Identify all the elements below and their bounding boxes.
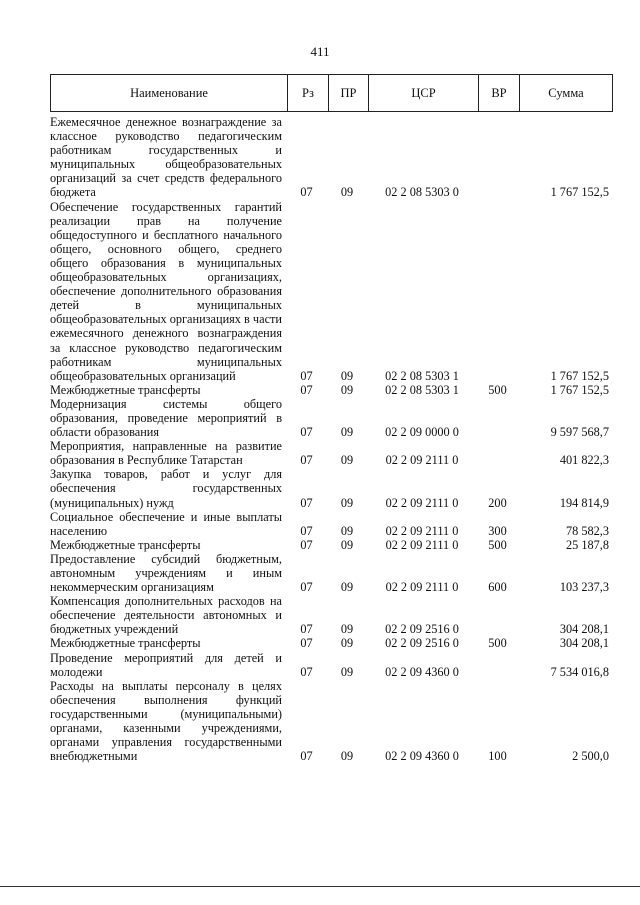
row-sum: 1 767 152,5 [550,368,609,383]
row-rz: 07 [300,537,313,552]
row-rz: 07 [300,523,313,538]
row-sum: 2 500,0 [572,749,609,764]
row-rz: 07 [300,749,313,764]
row-name: Модернизация системы общего образования, проведение мероприятий в области образования [50,396,282,440]
row-rz: 07 [300,185,313,200]
row-vr: 600 [488,580,507,595]
row-csr: 02 2 08 5303 1 [385,368,459,383]
row-csr: 02 2 09 2111 0 [385,523,459,538]
row-sum: 304 208,1 [559,636,609,651]
table-row [50,679,613,764]
row-csr: 02 2 09 4360 0 [385,664,459,679]
row-vr: 300 [488,523,507,538]
row-name: Межбюджетные трансферты [50,382,201,397]
row-rz: 07 [300,382,313,397]
row-pr: 09 [340,523,354,538]
table-header [50,74,613,112]
row-vr: 500 [488,537,507,552]
row-name: Межбюджетные трансферты [50,636,201,651]
row-sum: 1 767 152,5 [550,382,609,397]
row-csr: 02 2 09 4360 0 [385,749,459,764]
table-body [50,115,613,763]
row-vr: 200 [488,495,507,510]
row-csr: 02 2 09 2111 0 [385,580,459,595]
row-rz: 07 [300,580,313,595]
row-sum: 78 582,3 [565,523,609,538]
table-row [50,115,613,200]
row-pr: 09 [340,453,354,468]
table-row [50,552,613,594]
row-name: Проведение мероприятий для детей и молодежи [50,650,282,679]
row-sum: 7 534 016,8 [550,664,609,679]
header-vr: ВР [478,75,519,111]
table-row [50,594,613,636]
page-number: 411 [310,44,330,59]
row-sum: 304 208,1 [559,622,609,637]
table-row [50,510,613,538]
table-row [50,467,613,509]
row-rz: 07 [300,622,313,637]
row-rz: 07 [300,453,313,468]
table-row [50,636,613,650]
header-pr: ПР [328,75,368,111]
row-pr: 09 [340,495,354,510]
row-csr: 02 2 09 2111 0 [385,537,459,552]
table-row [50,651,613,679]
header-rz: Рз [287,75,328,111]
footer-divider [0,886,640,887]
row-name: Мероприятия, направленные на развитие образования в Республике Татарстан [50,439,282,468]
table-row [50,439,613,467]
row-sum: 25 187,8 [565,537,609,552]
row-csr: 02 2 09 2516 0 [385,636,459,651]
row-sum: 1 767 152,5 [550,185,609,200]
row-sum: 9 597 568,7 [550,425,609,440]
row-rz: 07 [300,425,313,440]
row-name: Предоставление субсидий бюджетным, автономным учреждениям и иным некоммерческим организациям [50,551,282,595]
row-csr: 02 2 08 5303 1 [385,382,459,397]
row-rz: 07 [300,664,313,679]
row-pr: 09 [340,185,354,200]
row-name: Социальное обеспечение и иные выплаты населению [50,509,282,538]
header-sum: Сумма [519,75,612,111]
row-rz: 07 [300,636,313,651]
table-row [50,200,613,383]
row-name: Ежемесячное денежное вознаграждение за классное руководство педагогическим работникам государственных и муниципальных общеобразовательных организаций за счет средств федерального бюджета [50,115,282,200]
table-row [50,397,613,439]
row-csr: 02 2 09 2516 0 [385,622,459,637]
header-name: Наименование [130,85,208,100]
row-pr: 09 [340,425,354,440]
row-csr: 02 2 09 0000 0 [385,425,459,440]
row-pr: 09 [340,537,354,552]
row-csr: 02 2 08 5303 0 [385,185,459,200]
row-rz: 07 [300,368,313,383]
row-sum: 103 237,3 [559,580,609,595]
row-pr: 09 [340,636,354,651]
row-name: Компенсация дополнительных расходов на обеспечение деятельности автономных и бюджетных учреждений [50,594,282,637]
row-pr: 09 [340,382,354,397]
row-pr: 09 [340,622,354,637]
row-vr: 100 [488,749,507,764]
table-row [50,538,613,552]
row-sum: 401 822,3 [559,453,609,468]
row-rz: 07 [300,495,313,510]
row-pr: 09 [340,664,354,679]
row-sum: 194 814,9 [559,495,609,510]
row-name: Межбюджетные трансферты [50,537,201,552]
row-name: Обеспечение государственных гарантий реализации прав на получение общедоступного и бесплатного начального общего, основного общего, среднего общего образования в муниципальных общеобразовательных организациях, обеспечение дополнительного образования детей в муниципальных общеобразовательных организациях в части ежемесячного денежного вознаграждения за классное руководство педагогическим работникам муниципальных общеобразовательных организаций [50,199,282,383]
row-vr: 500 [488,382,507,397]
row-pr: 09 [340,580,354,595]
row-name: Расходы на выплаты персоналу в целях обеспечения выполнения функций государственными (муниципальными) органами, казенными учреждениями, органами управления государственными внебюджетными [50,678,282,764]
header-csr: ЦСР [368,75,478,111]
row-name: Закупка товаров, работ и услуг для обеспечения государственных (муниципальных) нужд [50,467,282,510]
row-pr: 09 [340,749,354,764]
row-vr: 500 [488,636,507,651]
table-row [50,383,613,397]
row-csr: 02 2 09 2111 0 [385,453,459,468]
row-csr: 02 2 09 2111 0 [385,495,459,510]
row-pr: 09 [340,368,354,383]
